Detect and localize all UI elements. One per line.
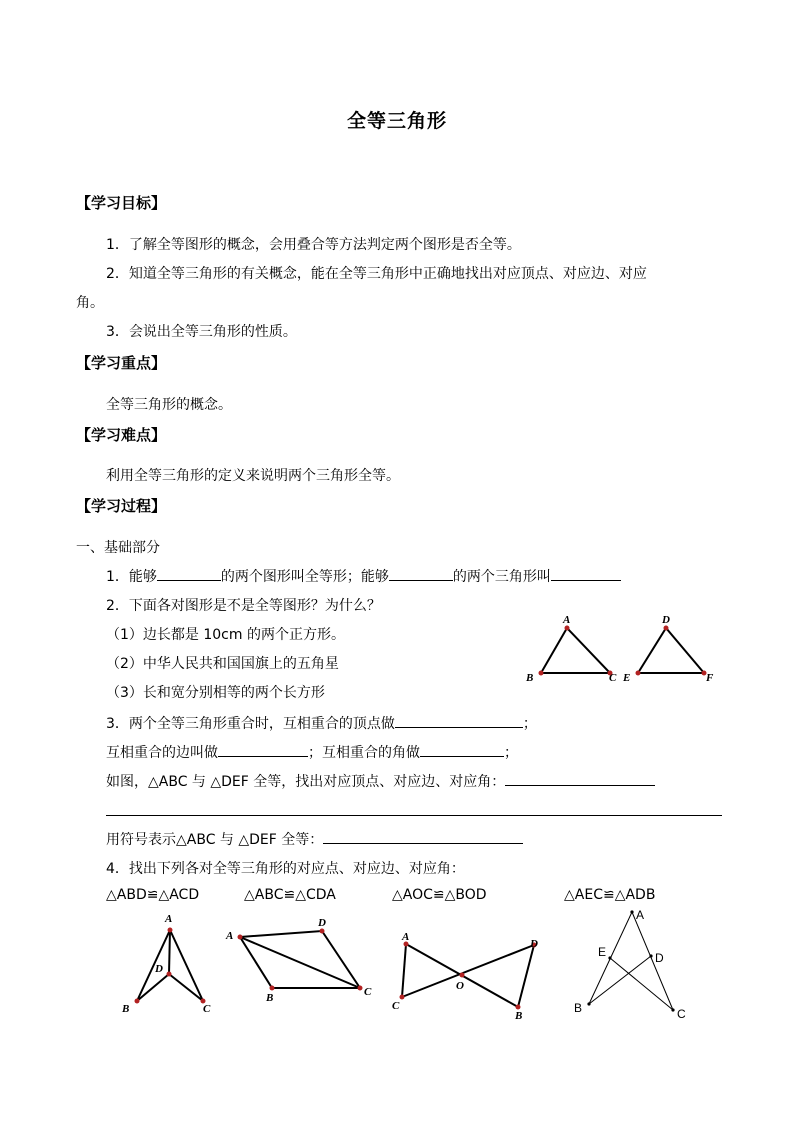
q2-option-1: （1）边长都是 10cm 的两个正方形。	[106, 627, 345, 643]
goals-heading: 【学习目标】	[76, 194, 167, 212]
question-3-line-3	[106, 771, 655, 791]
fig4-label-e: E	[598, 945, 607, 959]
figure-aec-adb	[568, 904, 698, 1022]
question-4: 4．找出下列各对全等三角形的对应点、对应边、对应角：	[106, 861, 465, 877]
difficulty-text: 利用全等三角形的定义来说明两个三角形全等。	[106, 468, 400, 484]
question-3-line-2	[106, 742, 518, 762]
caption-abc-cda: △ABC≌△CDA	[244, 887, 336, 903]
caption-abd-acd: △ABD≌△ACD	[106, 887, 200, 903]
q3-part-e: ；	[504, 745, 518, 761]
goal-item-3: 3．会说出全等三角形的性质。	[106, 324, 297, 340]
q1-blank-3[interactable]	[551, 566, 621, 581]
vertex-e	[636, 671, 641, 676]
label-a: A	[563, 614, 571, 626]
label-b: B	[526, 672, 534, 684]
fig3-label-a: A	[402, 931, 410, 943]
fig4-label-a: A	[636, 908, 645, 922]
fig4-label-c: C	[677, 1007, 686, 1021]
fig2-label-a: A	[226, 930, 234, 942]
figure-abc-def	[520, 610, 720, 690]
question-1	[106, 566, 621, 586]
fig1-label-a: A	[165, 913, 173, 925]
difficulty-heading: 【学习难点】	[76, 426, 167, 444]
q3-part-g: 用符号表示△ABC 与 △DEF 全等：	[106, 832, 324, 848]
basic-heading: 一、基础部分	[76, 540, 160, 556]
label-d: D	[662, 614, 670, 626]
fig4-label-b: B	[574, 1001, 583, 1015]
q3-part-c: 互相重合的边叫做	[106, 745, 218, 761]
q3-part-f: 如图，△ABC 与 △DEF 全等，找出对应顶点、对应边、对应角：	[106, 774, 506, 790]
figure-aoc-bod	[388, 925, 548, 1021]
fig4-label-d: D	[655, 951, 664, 965]
q1-part-a: 1．能够	[106, 569, 157, 585]
fig2-label-c: C	[364, 986, 372, 998]
goal-item-2-cont: 角。	[76, 295, 104, 311]
caption-aoc-bod: △AOC≌△BOD	[392, 887, 487, 903]
fig3-label-b: B	[515, 1010, 523, 1021]
goal-item-1: 1．了解全等图形的概念，会用叠合等方法判定两个图形是否全等。	[106, 237, 521, 253]
caption-aec-adb: △AEC≌△ADB	[564, 887, 656, 903]
q3-blank-4[interactable]	[505, 771, 655, 786]
key-heading: 【学习重点】	[76, 354, 167, 372]
label-e: E	[623, 672, 631, 684]
q3-blank-2[interactable]	[218, 742, 308, 757]
triangle-def	[638, 628, 704, 673]
q3-part-b: ；	[522, 716, 537, 732]
q3-part-a: 3．两个全等三角形重合时，互相重合的顶点做	[106, 716, 395, 732]
question-3-line-4	[106, 829, 523, 849]
q2-option-2: （2）中华人民共和国国旗上的五角星	[106, 656, 339, 672]
q3-answer-line[interactable]	[106, 815, 722, 816]
label-c: C	[609, 672, 617, 684]
q2-option-3: （3）长和宽分别相等的两个长方形	[106, 685, 325, 701]
q3-part-d: ；互相重合的角做	[308, 745, 420, 761]
fig2-label-b: B	[266, 992, 274, 1004]
label-f: F	[706, 672, 714, 684]
fig3-label-d: D	[530, 938, 538, 950]
fig3-label-o: O	[456, 980, 464, 992]
vertex-a	[565, 626, 570, 631]
vertex-d	[664, 626, 669, 631]
figure-abc-cda	[222, 915, 382, 1007]
fig3-label-c: C	[392, 1000, 400, 1012]
q3-blank-1[interactable]	[395, 713, 523, 728]
q3-blank-3[interactable]	[420, 742, 504, 757]
process-heading: 【学习过程】	[76, 497, 167, 515]
q3-blank-5[interactable]	[323, 829, 523, 844]
q1-blank-2[interactable]	[389, 566, 453, 581]
fig2-label-d: D	[318, 917, 326, 929]
q1-blank-1[interactable]	[157, 566, 221, 581]
vertex-b	[539, 671, 544, 676]
fig1-label-d: D	[155, 963, 163, 975]
question-3	[106, 713, 537, 733]
goal-item-2: 2．知道全等三角形的有关概念，能在全等三角形中正确地找出对应顶点、对应边、对应	[106, 266, 647, 282]
triangle-abc	[541, 628, 610, 673]
q1-part-c: 的两个三角形叫	[452, 569, 551, 585]
fig1-label-b: B	[122, 1003, 130, 1015]
question-2: 2．下面各对图形是不是全等图形？为什么？	[106, 598, 381, 614]
q1-part-b: 的两个图形叫全等形；能够	[220, 569, 389, 585]
fig1-label-c: C	[203, 1003, 211, 1015]
figure-abd-acd	[115, 908, 225, 1020]
page-title: 全等三角形	[346, 110, 447, 132]
key-text: 全等三角形的概念。	[106, 397, 232, 413]
